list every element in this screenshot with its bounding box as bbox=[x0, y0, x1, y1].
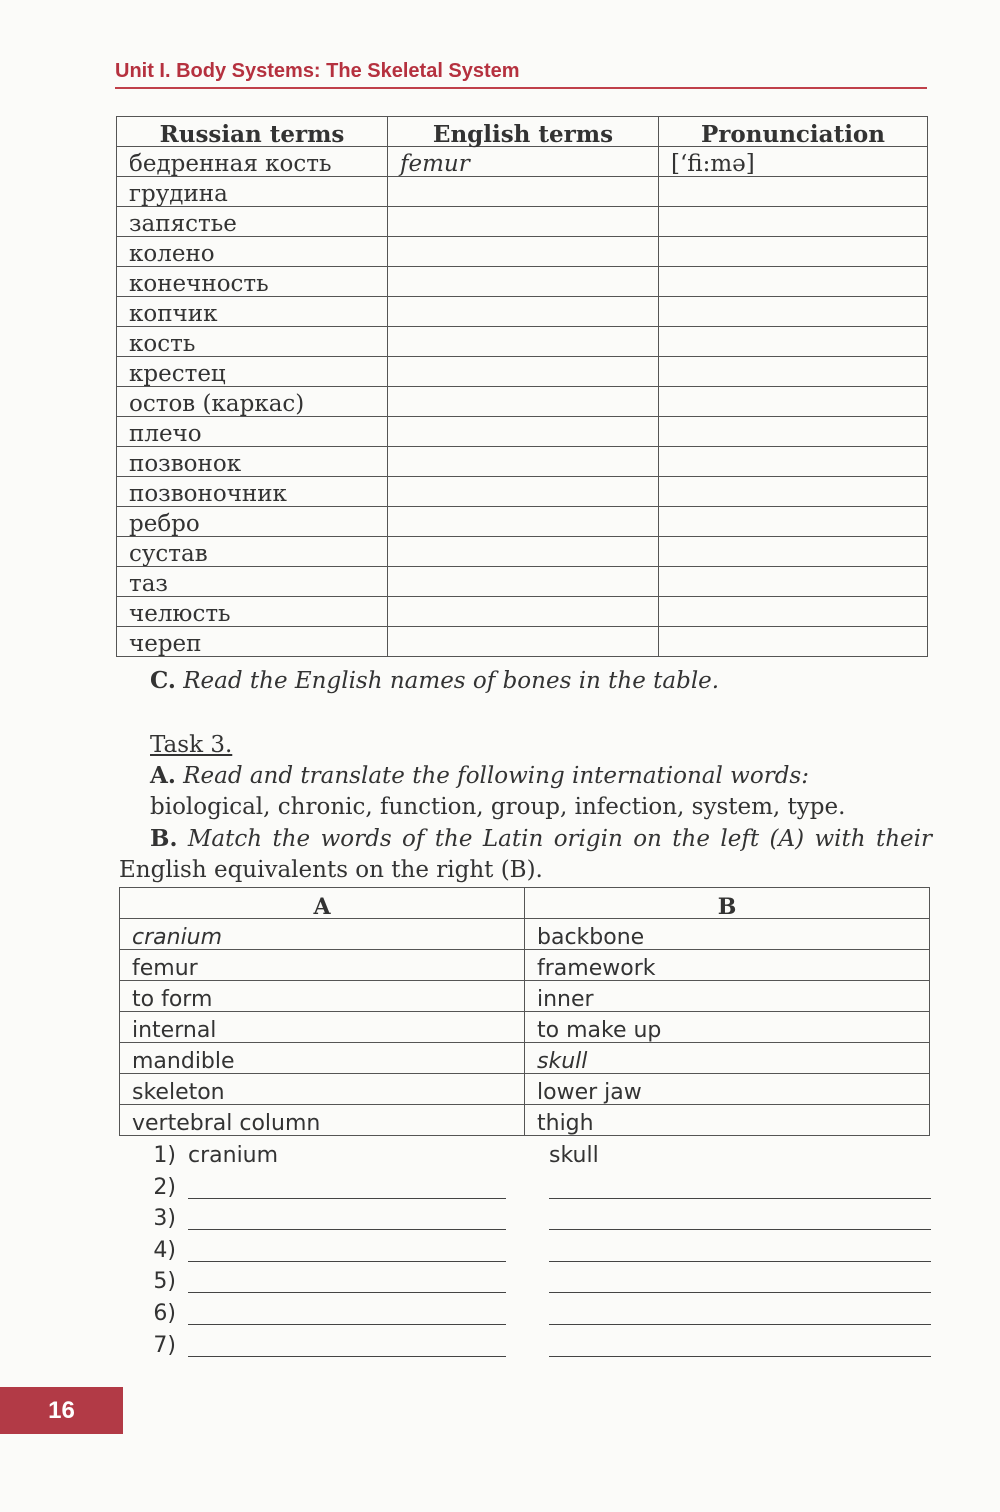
pronunciation-cell[interactable] bbox=[659, 387, 928, 417]
english-equivalent-cell: inner bbox=[525, 981, 930, 1012]
english-equivalent-cell: backbone bbox=[525, 919, 930, 950]
russian-term-cell: остов (каркас) bbox=[117, 387, 388, 417]
english-term-cell[interactable] bbox=[388, 477, 659, 507]
russian-term-cell: череп bbox=[117, 627, 388, 657]
header-column-a: A bbox=[120, 888, 525, 919]
match-table bbox=[119, 887, 930, 1136]
pronunciation-cell[interactable] bbox=[659, 327, 928, 357]
russian-term-cell: плечо bbox=[117, 417, 388, 447]
russian-term-cell: сустав bbox=[117, 537, 388, 567]
russian-term-cell: кость bbox=[117, 327, 388, 357]
task-3a-words: biological, chronic, function, group, infection, system, type. bbox=[150, 794, 846, 820]
english-term-cell[interactable] bbox=[388, 327, 659, 357]
russian-term-cell: бедренная кость bbox=[117, 147, 388, 177]
english-equivalent-cell: framework bbox=[525, 950, 930, 981]
table-row bbox=[117, 357, 928, 387]
answer-right-blank[interactable] bbox=[549, 1198, 931, 1199]
english-term-cell[interactable] bbox=[388, 447, 659, 477]
russian-term-cell: крестец bbox=[117, 357, 388, 387]
task-3b-instruction bbox=[150, 825, 932, 852]
table-row bbox=[117, 477, 928, 507]
english-equivalent-cell: skull bbox=[525, 1043, 930, 1074]
russian-term-cell: позвоночник bbox=[117, 477, 388, 507]
table-row bbox=[120, 1105, 930, 1136]
part-c-label: C. bbox=[150, 667, 176, 694]
match-table-header-row bbox=[120, 888, 930, 919]
pronunciation-cell[interactable] bbox=[659, 537, 928, 567]
answer-right-blank[interactable] bbox=[549, 1229, 931, 1230]
pronunciation-cell[interactable] bbox=[659, 627, 928, 657]
answer-number: 1) bbox=[153, 1143, 176, 1168]
pronunciation-cell[interactable] bbox=[659, 237, 928, 267]
english-term-cell[interactable]: femur bbox=[388, 147, 659, 177]
english-term-cell[interactable] bbox=[388, 267, 659, 297]
english-term-cell[interactable] bbox=[388, 417, 659, 447]
table-row bbox=[117, 387, 928, 417]
answer-left-blank[interactable] bbox=[188, 1324, 506, 1325]
english-term-cell[interactable] bbox=[388, 537, 659, 567]
task-3b-text-line1: Match the words of the Latin origin on the left (A) with their bbox=[187, 826, 933, 852]
running-header: Unit I. Body Systems: The Skeletal System bbox=[115, 60, 927, 89]
table-row bbox=[120, 1043, 930, 1074]
english-equivalent-cell: lower jaw bbox=[525, 1074, 930, 1105]
answer-right-blank[interactable] bbox=[549, 1292, 931, 1293]
table-row bbox=[117, 267, 928, 297]
header-pronunciation: Pronunciation bbox=[659, 117, 928, 147]
table-row bbox=[117, 597, 928, 627]
latin-word-cell: internal bbox=[120, 1012, 525, 1043]
russian-term-cell: челюсть bbox=[117, 597, 388, 627]
answer-left-blank[interactable] bbox=[188, 1198, 506, 1199]
pronunciation-cell[interactable] bbox=[659, 507, 928, 537]
russian-term-cell: запястье bbox=[117, 207, 388, 237]
part-c-instruction bbox=[150, 667, 719, 694]
answer-left-blank[interactable] bbox=[188, 1356, 506, 1357]
answer-left-word: cranium bbox=[188, 1143, 279, 1168]
english-term-cell[interactable] bbox=[388, 177, 659, 207]
header-russian-terms: Russian terms bbox=[117, 117, 388, 147]
english-equivalent-cell: thigh bbox=[525, 1105, 930, 1136]
english-term-cell[interactable] bbox=[388, 597, 659, 627]
table-row bbox=[117, 627, 928, 657]
page-number: 16 bbox=[0, 1387, 123, 1434]
pronunciation-cell[interactable] bbox=[659, 207, 928, 237]
table-row bbox=[117, 207, 928, 237]
latin-word-cell: cranium bbox=[120, 919, 525, 950]
table-row bbox=[117, 327, 928, 357]
english-term-cell[interactable] bbox=[388, 237, 659, 267]
english-term-cell[interactable] bbox=[388, 207, 659, 237]
table-row bbox=[117, 507, 928, 537]
english-equivalent-cell: to make up bbox=[525, 1012, 930, 1043]
table-row bbox=[117, 537, 928, 567]
table-row bbox=[117, 417, 928, 447]
answer-left-blank[interactable] bbox=[188, 1229, 506, 1230]
pronunciation-cell[interactable] bbox=[659, 357, 928, 387]
english-term-cell[interactable] bbox=[388, 357, 659, 387]
russian-term-cell: ребро bbox=[117, 507, 388, 537]
pronunciation-cell[interactable] bbox=[659, 597, 928, 627]
table-row bbox=[120, 1012, 930, 1043]
terms-table-header-row bbox=[117, 117, 928, 147]
answer-left-blank[interactable] bbox=[188, 1292, 506, 1293]
russian-term-cell: колено bbox=[117, 237, 388, 267]
table-row bbox=[117, 177, 928, 207]
answer-right-blank[interactable] bbox=[549, 1356, 931, 1357]
task-3a-text: Read and translate the following international words: bbox=[183, 763, 809, 789]
table-row bbox=[120, 950, 930, 981]
header-english-terms: English terms bbox=[388, 117, 659, 147]
russian-term-cell: позвонок bbox=[117, 447, 388, 477]
answer-right-word: skull bbox=[549, 1143, 599, 1168]
english-term-cell[interactable] bbox=[388, 297, 659, 327]
table-row bbox=[117, 567, 928, 597]
answer-number: 4) bbox=[153, 1237, 176, 1263]
pronunciation-cell[interactable] bbox=[659, 297, 928, 327]
table-row bbox=[117, 447, 928, 477]
table-row bbox=[117, 237, 928, 267]
russian-term-cell: конечность bbox=[117, 267, 388, 297]
task-3a-label: A. bbox=[150, 762, 176, 789]
answer-right-blank[interactable] bbox=[549, 1261, 931, 1262]
latin-word-cell: mandible bbox=[120, 1043, 525, 1074]
answer-number: 6) bbox=[153, 1301, 176, 1326]
table-row bbox=[120, 1074, 930, 1105]
terms-table bbox=[116, 116, 928, 657]
part-c-text: Read the English names of bones in the table. bbox=[183, 668, 720, 694]
answer-number: 3) bbox=[153, 1206, 176, 1232]
pronunciation-cell[interactable] bbox=[659, 447, 928, 477]
russian-term-cell: таз bbox=[117, 567, 388, 597]
english-term-cell[interactable] bbox=[388, 507, 659, 537]
task-3b-text-line2: English equivalents on the right (B). bbox=[119, 857, 543, 883]
latin-word-cell: vertebral column bbox=[120, 1105, 525, 1136]
table-row bbox=[120, 981, 930, 1012]
table-row bbox=[117, 297, 928, 327]
header-column-b: B bbox=[525, 888, 930, 919]
answer-right-blank[interactable] bbox=[549, 1324, 931, 1325]
english-term-cell[interactable] bbox=[388, 627, 659, 657]
russian-term-cell: грудина bbox=[117, 177, 388, 207]
task-3-title: Task 3. bbox=[150, 732, 233, 758]
table-row bbox=[120, 919, 930, 950]
latin-word-cell: skeleton bbox=[120, 1074, 525, 1105]
answer-left-blank[interactable] bbox=[188, 1261, 506, 1262]
latin-word-cell: to form bbox=[120, 981, 525, 1012]
english-term-cell[interactable] bbox=[388, 567, 659, 597]
pronunciation-cell[interactable] bbox=[659, 567, 928, 597]
latin-word-cell: femur bbox=[120, 950, 525, 981]
table-row bbox=[117, 147, 928, 177]
answer-number: 5) bbox=[153, 1269, 176, 1295]
task-3b-label: B. bbox=[150, 825, 178, 852]
english-term-cell[interactable] bbox=[388, 387, 659, 417]
answer-number: 2) bbox=[153, 1174, 176, 1200]
answer-number: 7) bbox=[153, 1332, 176, 1358]
pronunciation-cell[interactable] bbox=[659, 477, 928, 507]
pronunciation-cell[interactable]: [‘fi:mə] bbox=[659, 147, 928, 177]
pronunciation-cell[interactable] bbox=[659, 177, 928, 207]
pronunciation-cell[interactable] bbox=[659, 417, 928, 447]
pronunciation-cell[interactable] bbox=[659, 267, 928, 297]
task-3a-instruction bbox=[150, 762, 809, 789]
russian-term-cell: копчик bbox=[117, 297, 388, 327]
